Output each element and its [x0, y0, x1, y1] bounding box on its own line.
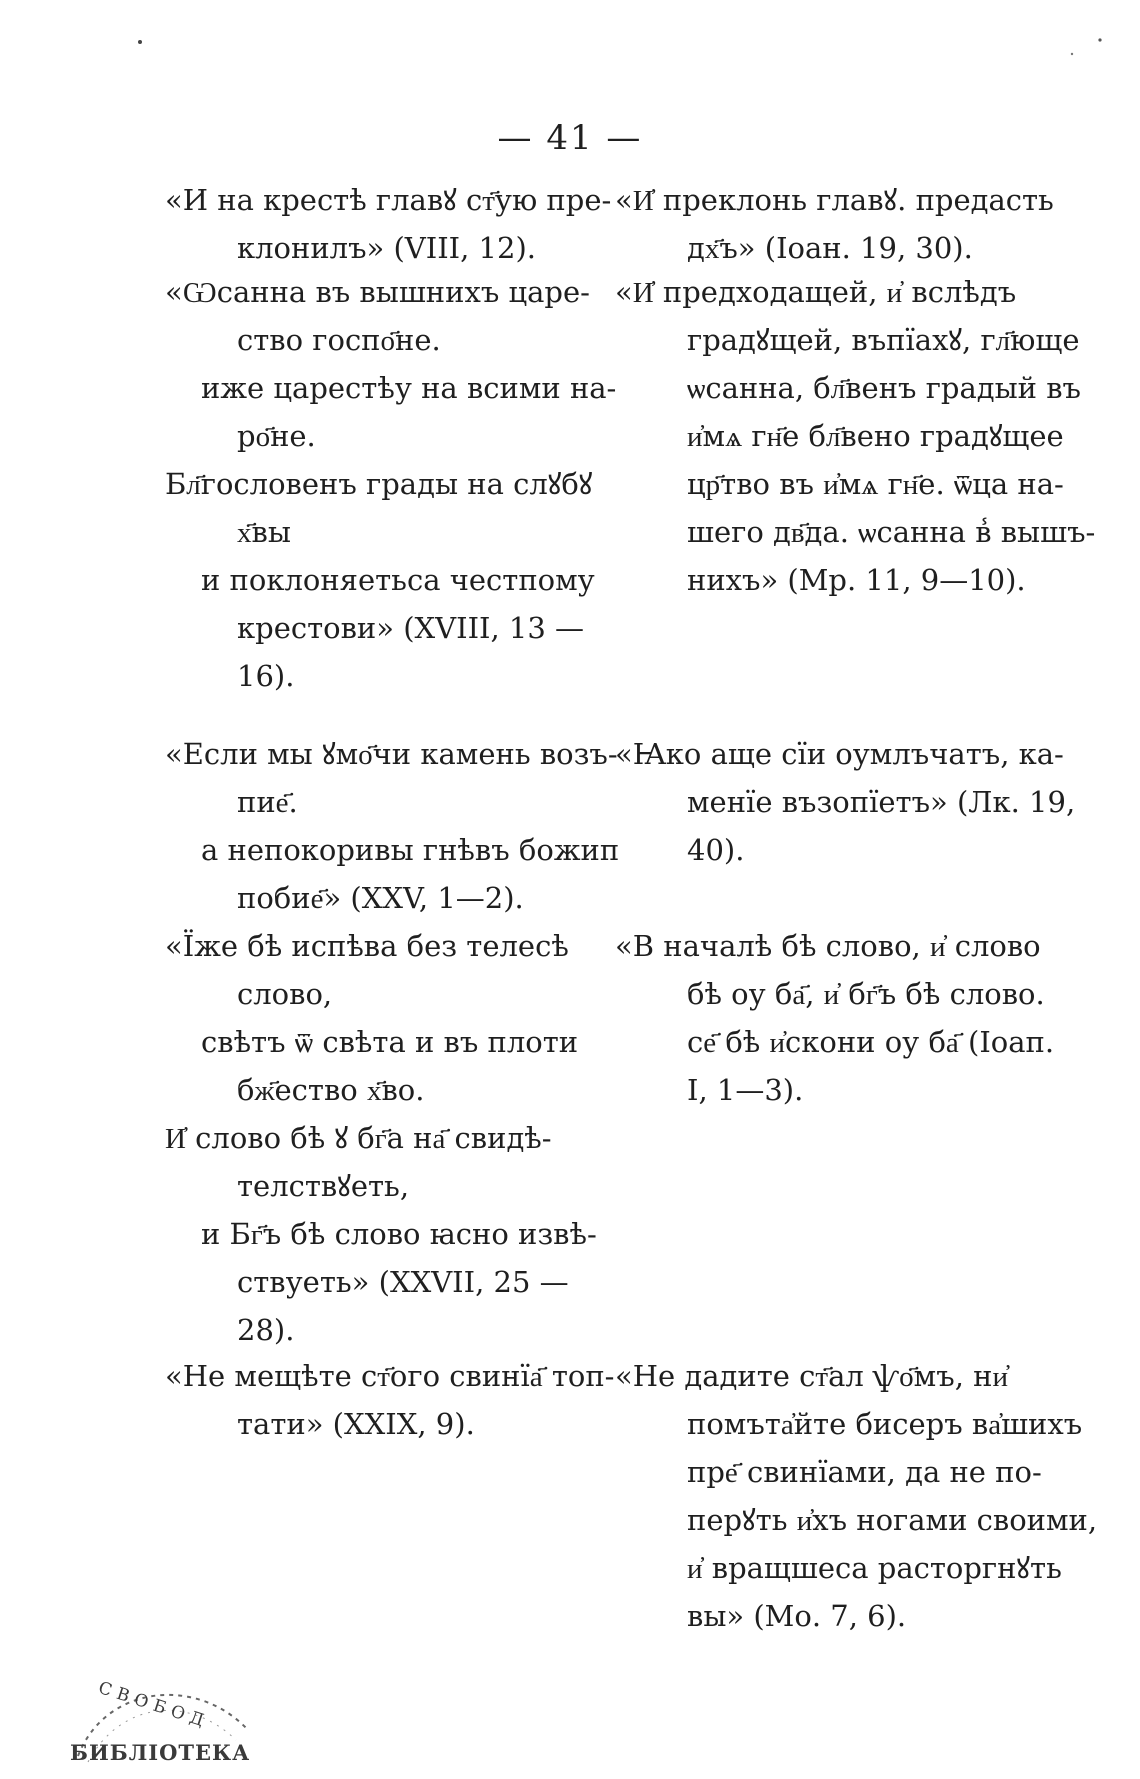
text-line: помъта҆йте бисеръ ва҆шихъ	[687, 1407, 1083, 1441]
text-line: «Їже бѣ испѣва без телесѣ	[165, 929, 569, 963]
text-line: бж҃ество х҃во.	[237, 1073, 425, 1107]
page-number: — 41 —	[497, 118, 643, 158]
text-line: бѣ оу ба҃, и҆ бг҃ъ бѣ слово.	[687, 977, 1045, 1011]
text-line: иже царестѣу на всими на-	[201, 371, 617, 405]
left-entry-5	[165, 1352, 615, 1448]
left-entry-1	[165, 176, 612, 272]
text-line: «Ѡсанна въ вышнихъ царе-	[165, 275, 590, 309]
text-line: вы» (Мо. 7, 6).	[687, 1599, 907, 1633]
left-entry-2	[165, 268, 617, 700]
text-line: «И҆ преклонь главꙋ. предасть	[615, 183, 1054, 217]
text-line: клонилъ» (VIII, 12).	[237, 231, 536, 265]
text-line: «И҆ предходащей, и҆ вслѣдъ	[615, 275, 1017, 309]
text-line: Бл҃гословенъ грады на слꙋбꙋ	[165, 467, 593, 501]
text-line: 16).	[237, 659, 295, 693]
text-line: и поклоняетьса честпому	[201, 563, 595, 597]
text-line: шего дв҃да. ѡсанна в̾ вышъ-	[687, 515, 1096, 549]
text-line: свѣтъ ѿ свѣта и въ плоти	[201, 1025, 579, 1059]
text-line: пие҃.	[237, 785, 298, 819]
text-line: се҃ бѣ и҆скони оу ба҃ (Іоап.	[687, 1025, 1055, 1059]
text-line: а непокоривы гнѣвъ божип	[201, 833, 620, 867]
library-stamp	[60, 1660, 270, 1775]
text-line: нихъ» (Мр. 11, 9—10).	[687, 563, 1026, 597]
stamp-top-text: СВОБОД	[95, 1678, 213, 1733]
text-line: телствꙋеть,	[237, 1169, 410, 1203]
text-line: тати» (XXIX, 9).	[237, 1407, 475, 1441]
text-line: 40).	[687, 833, 745, 867]
text-line: крестови» (XVIII, 13 —	[237, 611, 585, 645]
text-line: «Если мы ꙋмо҃чи камень возъ-	[165, 737, 618, 771]
text-line: и҆ вращшеса расторгнꙋть	[687, 1551, 1062, 1585]
text-line: менїе възопїетъ» (Лк. 19,	[687, 785, 1076, 819]
text-line: 28).	[237, 1313, 295, 1347]
text-line: х҃вы	[237, 515, 291, 549]
right-entry-1	[615, 176, 1054, 272]
text-line: градꙋщей, въпїахꙋ, гл҃юще	[687, 323, 1080, 357]
text-line: перꙋть и҆хъ ногами своими,	[687, 1503, 1098, 1537]
text-line: «И на крестѣ главꙋ ст҃ую пре-	[165, 183, 612, 217]
right-entry-5	[615, 1352, 1098, 1640]
text-line: «Ꙗко аще сїи оумлъчатъ, ка-	[615, 737, 1064, 771]
text-line: пре҃ свинїами, да не по-	[687, 1455, 1042, 1489]
text-line: І, 1—3).	[687, 1073, 804, 1107]
text-line: ро҃не.	[237, 419, 316, 453]
left-entry-4	[165, 922, 597, 1354]
text-line: и҆мѧ гн҃е бл҃вено градꙋщее	[687, 419, 1064, 453]
text-line: и Бг҃ъ бѣ слово ꙗсно извѣ-	[201, 1217, 597, 1251]
text-line: «Не дадите ст҃ал ѱо҃мъ, ни҆	[615, 1359, 1008, 1393]
text-line: «В началѣ бѣ слово, и҆ слово	[615, 929, 1041, 963]
left-entry-3	[165, 730, 620, 922]
text-line: цр҃тво въ и҆мѧ гн҃е. ѿца на-	[687, 467, 1064, 501]
stamp-bottom-text: БИБЛІОТЕКА	[70, 1740, 251, 1765]
right-entry-2	[615, 268, 1096, 604]
text-line: ствуеть» (XXVII, 25 —	[237, 1265, 569, 1299]
text-line: ство госпо҃не.	[237, 323, 441, 357]
text-line: слово,	[237, 977, 333, 1011]
text-line: ѡсанна, бл҃венъ градый въ	[687, 371, 1082, 405]
text-line: И҆ слово бѣ ꙋ бг҃а на҃ свидѣ-	[165, 1121, 552, 1155]
text-line: побие҃» (XXV, 1—2).	[237, 881, 524, 915]
right-entry-4	[615, 922, 1055, 1114]
text-line: дх҃ъ» (Іоан. 19, 30).	[687, 231, 973, 265]
text-line: «Не мещѣте ст҃ого свинїа҃ топ-	[165, 1359, 615, 1393]
right-entry-3	[615, 730, 1076, 874]
